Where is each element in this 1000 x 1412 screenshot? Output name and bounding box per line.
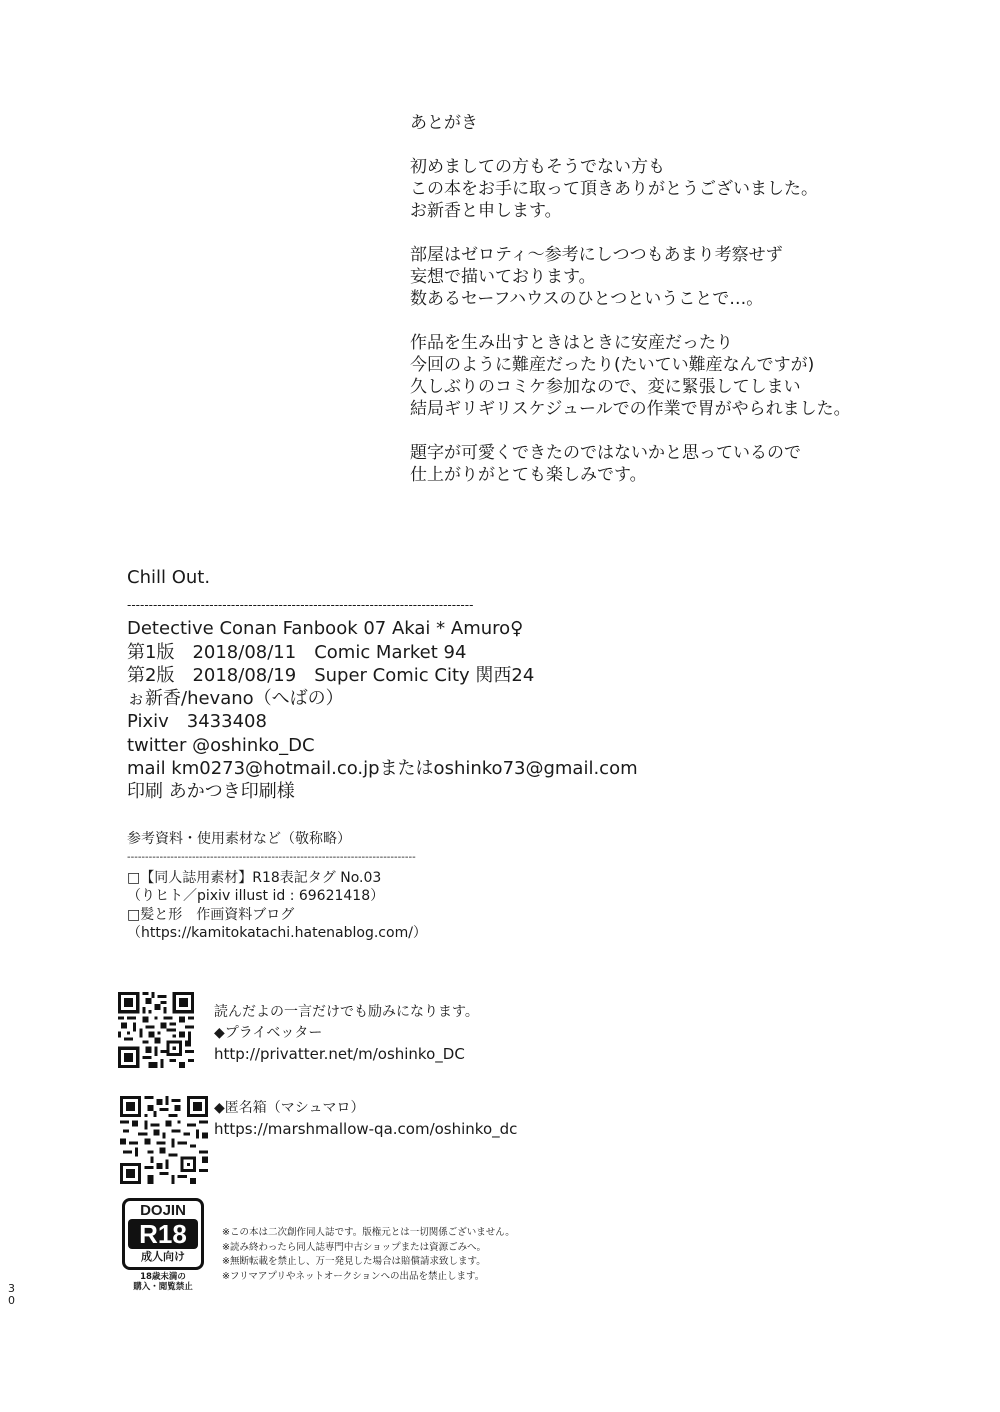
privatter-link[interactable]: http://privatter.net/m/oshinko_DC (214, 1045, 465, 1063)
qr-code-privatter (118, 992, 194, 1068)
reference-line: （りヒト／pixiv illust id : 69621418） (127, 888, 385, 904)
afterword-line: 仕上がりがとても楽しみです。 (410, 465, 647, 485)
marshmallow-heading: ◆匿名箱（マシュマロ） (214, 1100, 365, 1116)
note-line: ※フリマアプリやネットオークションへの出品を禁止します。 (222, 1270, 485, 1282)
afterword-line: 作品を生み出すときはときに安産だったり (410, 333, 733, 353)
afterword-line: 妄想で描いております。 (410, 267, 596, 287)
page-number-digit: 0 (8, 1294, 15, 1307)
privatter-message: 読んだよの一言だけでも励みになります。 (214, 1004, 479, 1020)
book-title: Chill Out. (127, 567, 211, 588)
qr-code-marshmallow (120, 1096, 208, 1184)
afterword-heading: あとがき (410, 113, 478, 133)
r18-badge-top: DOJIN (140, 1202, 186, 1219)
afterword-line: 題字が可愛くできたのではないかと思っているので (410, 443, 801, 463)
colophon-line: twitter @oshinko_DC (127, 734, 315, 756)
afterword-line: 久しぶりのコミケ参加なので、変に緊張してしまい (410, 377, 801, 397)
r18-caption-1: 18歳未満の (140, 1272, 186, 1282)
reference-line: □【同人誌用素材】R18表記タグ No.03 (127, 869, 382, 886)
r18-caption-2: 購入・閲覧禁止 (133, 1282, 193, 1292)
afterword-line: 結局ギリギリスケジュールでの作業で胃がやられました。 (410, 399, 851, 419)
afterword-paragraph-3 (410, 332, 970, 420)
colophon-line: 第1版 2018/08/11 Comic Market 94 (127, 641, 467, 663)
colophon-line: 第2版 2018/08/19 Super Comic City 関西24 (127, 664, 535, 686)
afterword-paragraph-4 (410, 442, 970, 486)
r18-badge (122, 1198, 204, 1292)
colophon-line: Detective Conan Fanbook 07 Akai * Amuro♀ (127, 618, 524, 640)
note-line: ※無断転載を禁止し、万一発見した場合は賠償請求致します。 (222, 1256, 486, 1267)
references (127, 830, 627, 943)
page-number (8, 1283, 18, 1307)
afterword-line: この本をお手に取って頂きありがとうございました。 (410, 179, 818, 199)
note-line: ※読み終わったら同人誌専門中古ショップまたは資源ごみへ。 (222, 1241, 486, 1253)
notes (222, 1226, 515, 1284)
colophon (127, 566, 747, 804)
afterword-paragraph-1 (410, 156, 970, 222)
privatter-heading: ◆プライベッター (214, 1025, 323, 1041)
r18-badge-middle: R18 (128, 1219, 198, 1249)
reference-line: （https://kamitokatachi.hatenablog.com/） (127, 925, 427, 941)
marshmallow-link[interactable]: https://marshmallow-qa.com/oshinko_dc (214, 1120, 518, 1138)
colophon-line: Pixiv 3433408 (127, 711, 267, 733)
afterword-line: 数あるセーフハウスのひとつということで…。 (410, 289, 764, 309)
afterword-line: 今回のように難産だったり(たいてい難産なんですが) (410, 355, 815, 375)
references-heading: 参考資料・使用素材など（敬称略） (127, 831, 351, 847)
afterword-line: 部屋はゼロティ～参考にしつつもあまり考察せず (410, 245, 783, 265)
separator: -------------------------------------------------------------------------------- (127, 598, 474, 613)
separator: -------------------------------------------------------------------------------- (127, 851, 416, 863)
afterword-line: 初めましての方もそうでない方も (410, 157, 665, 177)
afterword-line: お新香と申します。 (410, 201, 562, 221)
page-number-digit: 3 (8, 1282, 15, 1295)
reference-line: □髪と形 作画資料ブログ (127, 906, 295, 923)
colophon-line: ぉ新香/hevano（へばの） (127, 688, 344, 710)
afterword-paragraph-2 (410, 244, 970, 310)
colophon-line: 印刷 あかつき印刷様 (127, 781, 295, 803)
marshmallow-block (214, 1098, 517, 1140)
privatter-block (214, 1002, 479, 1065)
colophon-line: mail km0273@hotmail.co.jpまたはoshinko73@gmail.com (127, 758, 638, 780)
r18-badge-bottom: 成人向け (141, 1250, 185, 1263)
afterword (410, 112, 970, 508)
note-line: ※この本は二次創作同人誌です。版権元とは一切関係ございません。 (222, 1227, 515, 1238)
r18-badge-frame (122, 1198, 204, 1270)
